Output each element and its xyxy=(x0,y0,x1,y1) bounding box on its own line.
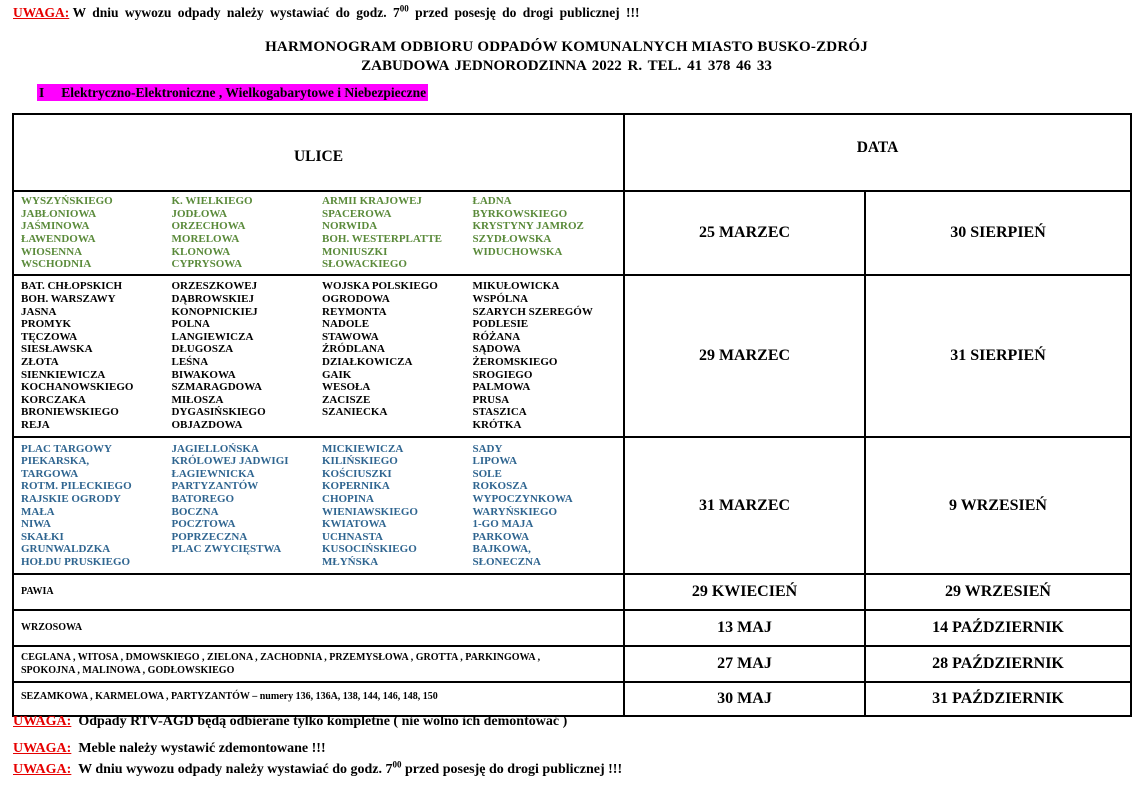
street-name: SROGIEGO xyxy=(472,368,533,381)
street-name: NADOLE xyxy=(322,318,370,331)
street-name: GRUNWALDZKA xyxy=(21,543,111,556)
street-list-line: CEGLANA , WITOSA , DMOWSKIEGO , ZIELONA , ZACHODNIA , PRZEMYSŁOWA , GROTTA , PARKINGOWA , xyxy=(21,652,541,663)
street-list xyxy=(14,651,623,677)
street-name: REYMONTA xyxy=(322,305,387,318)
street-name: OBJAZDOWA xyxy=(171,418,243,431)
warning-text: W dniu wywozu odpady należy wystawiać do godz. $7^{00}$ przed posesję do drogi publicznej !!! xyxy=(78,759,623,777)
street-name: POCZTOWA xyxy=(171,518,236,531)
street-name: STAWOWA xyxy=(322,330,379,343)
date-second: 31 PAŹDZIERNIK xyxy=(865,682,1131,716)
street-name: KRÓLOWEJ JADWIGI xyxy=(171,455,289,468)
table-row xyxy=(13,574,1131,610)
street-name: SZARYCH SZEREGÓW xyxy=(472,305,593,318)
street-column xyxy=(322,443,473,569)
date-first: 27 MAJ xyxy=(624,646,865,682)
street-name: TĘCZOWA xyxy=(21,330,78,343)
street-name: BAJKOWA, xyxy=(472,543,531,556)
street-column xyxy=(322,195,473,271)
street-name: SĄDOWA xyxy=(472,343,521,356)
street-name: ORZECHOWA xyxy=(171,220,246,233)
street-name: SZMARAGDOWA xyxy=(171,381,262,394)
street-name: ŹRÓDLANA xyxy=(322,343,385,356)
street-name: DĄBROWSKIEJ xyxy=(171,293,255,306)
street-name: WSPÓLNA xyxy=(472,293,529,306)
street-name: NORWIDA xyxy=(322,220,378,233)
street-list-line: SPOKOJNA , MALINOWA , GODŁOWSKIEGO xyxy=(21,665,235,676)
table-row xyxy=(13,682,1131,716)
street-name: SIESŁAWSKA xyxy=(21,343,93,356)
street-name: BOH. WESTERPLATTE xyxy=(322,233,443,245)
street-name: ZŁOTA xyxy=(21,356,59,368)
street-column xyxy=(473,443,624,569)
header-streets: ULICE xyxy=(13,114,624,191)
street-name: WIOSENNA xyxy=(21,245,83,258)
street-name: RÓŻANA xyxy=(472,330,521,343)
page-subtitle: ZABUDOWA JEDNORODZINNA 2022 R. TEL. 41 378 46 33 xyxy=(361,58,772,74)
bottom-warning xyxy=(13,759,623,778)
street-name: NIWA xyxy=(21,518,51,531)
street-name: KWIATOWA xyxy=(322,518,387,531)
street-name: LANGIEWICZA xyxy=(171,330,254,343)
street-name: BYRKOWSKIEGO xyxy=(472,207,568,220)
street-name: UCHNASTA xyxy=(322,530,383,543)
street-name: WOJSKA POLSKIEGO xyxy=(322,280,438,293)
date-first: 30 MAJ xyxy=(624,682,865,716)
street-name: SŁOWACKIEGO xyxy=(322,258,407,271)
date-second: 31 SIERPIEŃ xyxy=(865,275,1131,437)
street-name: PLAC ZWYCIĘSTWA xyxy=(171,543,282,556)
street-name: TARGOWA xyxy=(21,467,79,480)
street-list: WRZOSOWA xyxy=(21,621,83,633)
street-name: BOH. WARSZAWY xyxy=(21,293,116,306)
table-row xyxy=(13,191,1131,275)
bottom-warning xyxy=(13,714,567,730)
date-second: 14 PAŹDZIERNIK xyxy=(865,610,1131,646)
street-column xyxy=(322,280,473,431)
street-name: DYGASIŃSKIEGO xyxy=(171,406,266,419)
street-name: ORZESZKOWEJ xyxy=(171,280,258,293)
street-name: JAŚMINOWA xyxy=(21,220,90,233)
street-name: CYPRYSOWA xyxy=(171,258,243,271)
street-name: ZACISZE xyxy=(322,393,371,406)
street-name: POLNA xyxy=(171,318,210,331)
street-name: MICKIEWICZA xyxy=(322,442,404,455)
street-name: MŁYŃSKA xyxy=(322,555,379,568)
category-heading xyxy=(37,84,428,101)
street-name: PODLESIE xyxy=(472,318,529,331)
street-name: KILIŃSKIEGO xyxy=(322,455,398,468)
street-name: SOLE xyxy=(472,467,502,480)
date-second: 30 SIERPIEŃ xyxy=(865,191,1131,275)
street-name: 1-GO MAJA xyxy=(472,518,534,531)
street-name: PRUSA xyxy=(472,393,510,406)
street-name: ARMII KRAJOWEJ xyxy=(322,195,422,208)
street-name: KONOPNICKIEJ xyxy=(171,305,258,318)
page-title: HARMONOGRAM ODBIORU ODPADÓW KOMUNALNYCH MIASTO BUSKO-ZDRÓJ xyxy=(265,39,868,55)
street-name: ROTM. PILECKIEGO xyxy=(21,480,132,493)
warning-label: UWAGA: xyxy=(13,5,70,20)
warning-label: UWAGA: xyxy=(13,714,72,729)
date-first: 29 KWIECIEŃ xyxy=(624,574,865,610)
street-name: MONIUSZKI xyxy=(322,245,388,258)
header-dates: DATA xyxy=(624,114,1131,191)
street-name: PALMOWA xyxy=(472,381,531,394)
warning-text: Meble należy wystawić zdemontowane !!! xyxy=(78,741,326,756)
street-name: STASZICA xyxy=(472,406,527,419)
street-name: WARYŃSKIEGO xyxy=(472,505,558,518)
street-column xyxy=(473,280,624,431)
street-name: BIWAKOWA xyxy=(171,368,236,381)
street-name: MORELOWA xyxy=(171,233,240,245)
street-name: KOŚCIUSZKI xyxy=(322,467,392,480)
street-column xyxy=(473,195,624,271)
street-name: JODŁOWA xyxy=(171,207,228,220)
street-name: ROKOSZA xyxy=(472,480,528,493)
street-name: ŻEROMSKIEGO xyxy=(472,356,558,368)
street-column xyxy=(21,195,172,271)
street-name: LEŚNA xyxy=(171,356,209,368)
date-first: 25 MARZEC xyxy=(624,191,865,275)
street-name: REJA xyxy=(21,418,50,431)
category-number: I xyxy=(39,85,45,100)
street-name: SIENKIEWICZA xyxy=(21,368,106,381)
street-name: WSCHODNIA xyxy=(21,258,92,271)
street-name: SZYDŁOWSKA xyxy=(472,233,552,245)
street-name: WESOŁA xyxy=(322,381,371,394)
street-name: MAŁA xyxy=(21,505,55,518)
street-group-3 xyxy=(13,437,624,574)
street-name: POPRZECZNA xyxy=(171,530,248,543)
street-name: LIPOWA xyxy=(472,455,518,468)
street-name: HOŁDU PRUSKIEGO xyxy=(21,555,131,568)
street-name: PLAC TARGOWY xyxy=(21,442,112,455)
street-name: SKAŁKI xyxy=(21,530,64,543)
street-name: KLONOWA xyxy=(171,245,231,258)
street-name: KOPERNIKA xyxy=(322,480,390,493)
street-name: OGRODOWA xyxy=(322,293,390,306)
street-column xyxy=(172,443,323,569)
warning-text: W dniu wywozu odpady należy wystawiać do godz. $7^{00}$ przed posesję do drogi publicznej !!! xyxy=(72,3,640,20)
date-first: 29 MARZEC xyxy=(624,275,865,437)
street-name: BAT. CHŁOPSKICH xyxy=(21,280,123,293)
street-column xyxy=(21,280,172,431)
table-row xyxy=(13,646,1131,682)
street-name: BRONIEWSKIEGO xyxy=(21,406,119,419)
category-label: Elektryczno-Elektroniczne , Wielkogabarytowe i Niebezpieczne xyxy=(61,85,427,100)
street-name: WYPOCZYNKOWA xyxy=(472,492,573,505)
street-name: PARTYZANTÓW xyxy=(171,480,259,493)
street-name: PROMYK xyxy=(21,318,72,331)
street-name: MIŁOSZA xyxy=(171,393,224,406)
street-name: JABŁONIOWA xyxy=(21,207,97,220)
table-row xyxy=(13,437,1131,574)
date-first: 13 MAJ xyxy=(624,610,865,646)
street-name: SZANIECKA xyxy=(322,406,388,419)
street-name: JAGIELLOŃSKA xyxy=(171,442,259,455)
street-name: BOCZNA xyxy=(171,505,219,518)
street-name: GAIK xyxy=(322,368,352,381)
street-name: KRÓTKA xyxy=(472,418,522,431)
street-name: RAJSKIE OGRODY xyxy=(21,492,121,505)
table-row xyxy=(13,275,1131,437)
date-second: 28 PAŹDZIERNIK xyxy=(865,646,1131,682)
bottom-warning xyxy=(13,741,326,757)
street-name: SADY xyxy=(472,442,503,455)
street-name: KORCZAKA xyxy=(21,393,86,406)
street-name: SŁONECZNA xyxy=(472,555,541,568)
date-second: 29 WRZESIEŃ xyxy=(865,574,1131,610)
street-name: PARKOWA xyxy=(472,530,530,543)
warning-label: UWAGA: xyxy=(13,741,72,756)
top-warning xyxy=(13,5,640,21)
street-name: K. WIELKIEGO xyxy=(171,195,253,208)
street-name: ŁAGIEWNICKA xyxy=(171,467,255,480)
street-name: WIDUCHOWSKA xyxy=(472,245,563,258)
street-list: SEZAMKOWA , KARMELOWA , PARTYZANTÓW – numery 136, 136A, 138, 144, 146, 148, 150 xyxy=(21,691,438,702)
street-name: CHOPINA xyxy=(322,492,374,505)
street-column xyxy=(21,443,172,569)
street-name: SPACEROWA xyxy=(322,207,392,220)
street-column xyxy=(172,280,323,431)
street-name: JASNA xyxy=(21,305,57,318)
street-list: PAWIA xyxy=(21,585,54,597)
street-name: ŁAWENDOWA xyxy=(21,233,96,245)
street-name: MIKUŁOWICKA xyxy=(472,280,560,293)
street-group-1 xyxy=(13,191,624,275)
street-name: WIENIAWSKIEGO xyxy=(322,505,418,518)
street-name: PIEKARSKA, xyxy=(21,455,90,468)
street-name: ŁADNA xyxy=(472,195,512,208)
date-first: 31 MARZEC xyxy=(624,437,865,574)
street-name: DZIAŁKOWICZA xyxy=(322,356,413,368)
warning-label: UWAGA: xyxy=(13,762,72,777)
date-second: 9 WRZESIEŃ xyxy=(865,437,1131,574)
street-name: KUSOCIŃSKIEGO xyxy=(322,543,417,556)
street-name: KRYSTYNY JAMROZ xyxy=(472,220,584,233)
table-row xyxy=(13,610,1131,646)
street-name: WYSZYŃSKIEGO xyxy=(21,195,113,208)
street-name: DŁUGOSZA xyxy=(171,343,234,356)
street-name: BATOREGO xyxy=(171,492,235,505)
table-header-row xyxy=(13,114,1131,191)
street-name: KOCHANOWSKIEGO xyxy=(21,381,134,394)
street-column xyxy=(172,195,323,271)
warning-text: Odpady RTV-AGD będą odbierane tylko kompletne ( nie wolno ich demontować ) xyxy=(78,714,568,729)
schedule-table xyxy=(12,113,1132,717)
street-group-2 xyxy=(13,275,624,437)
